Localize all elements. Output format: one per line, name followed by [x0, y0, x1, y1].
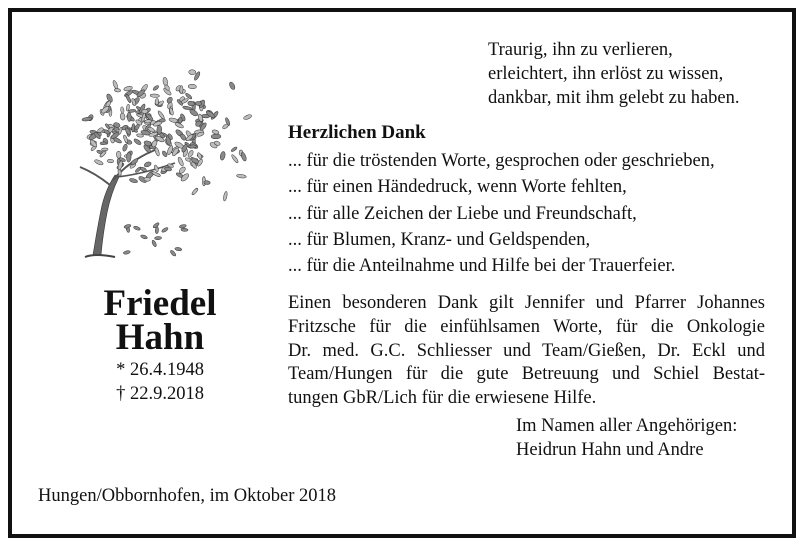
thanks-item: ... für die Anteilnahme und Hilfe bei der Trauerfeier.: [288, 256, 676, 277]
leaf-shape: [100, 142, 106, 145]
thanks-item: ... für die tröstenden Worte, gesprochen oder geschrieben,: [288, 151, 715, 171]
leaf-shape: [120, 107, 124, 114]
special-thanks-paragraph: [288, 292, 765, 411]
leaf-shape: [144, 177, 151, 181]
leaf-shape: [120, 113, 126, 121]
leaf-shape: [133, 138, 142, 146]
leaf-shape: [122, 144, 128, 152]
leaf-shape: [182, 105, 192, 110]
thanks-list: [288, 148, 715, 279]
leaf-shape: [178, 117, 182, 123]
leaf-shape: [166, 96, 174, 104]
leaf-shape: [231, 146, 238, 152]
leaf-shape: [133, 225, 141, 231]
paragraph-line: Einen besonderen Dank gilt Jennifer und Pfarrer Johannes: [288, 293, 765, 313]
leaf-shape: [223, 191, 228, 201]
death-date: † 22.9.2018: [116, 384, 204, 404]
leaf-shape: [212, 129, 220, 135]
signature-line: Heidrun Hahn und Andre: [516, 440, 704, 460]
thanks-item: ... für einen Händedruck, wenn Worte fehlten,: [288, 177, 627, 198]
leaf-shape: [169, 107, 174, 115]
leaf-shape: [195, 101, 202, 106]
leaf-shape: [157, 125, 162, 134]
leaf-shape: [102, 148, 109, 151]
leaf-shape: [157, 110, 165, 120]
thanks-item: ... für alle Zeichen der Liebe und Freundschaft,: [288, 203, 637, 224]
thanks-heading: Herzlichen Dank: [288, 122, 426, 143]
leaf-shape: [151, 171, 161, 178]
deceased-first-name: Friedel: [103, 283, 217, 324]
leaf-shape: [116, 151, 121, 158]
signature-block: [516, 414, 737, 462]
leaf-shape: [188, 84, 196, 89]
paragraph-line: Fritzsche für die einfühlsamen Worte, für die Onkologie: [288, 316, 765, 337]
leaf-shape: [243, 114, 252, 121]
paragraph-line: tungen GbR/Lich für die erwiesene Hilfe.: [288, 388, 597, 409]
leaf-shape: [228, 81, 236, 90]
memorial-motto: [488, 38, 740, 110]
leaf-shape: [180, 86, 183, 94]
leaf-shape: [114, 88, 121, 92]
leaf-shape: [189, 70, 196, 75]
leaf-shape: [107, 159, 114, 163]
leaf-shape: [124, 224, 132, 229]
leaf-shape: [150, 94, 160, 98]
leaf-shape: [236, 174, 246, 179]
wind-blown-tree-icon: [55, 55, 255, 265]
place-and-date: Hungen/Obbornhofen, im Oktober 2018: [38, 486, 337, 506]
leaf-shape: [123, 250, 131, 255]
leaf-shape: [189, 145, 197, 149]
leaf-shape: [175, 247, 182, 251]
motto-line: erleichtert, ihn erlöst zu wissen,: [488, 64, 724, 84]
leaf-shape: [240, 152, 247, 162]
leaf-shape: [219, 151, 225, 161]
leaf-shape: [170, 250, 177, 257]
paragraph-line: Team/Hungen für die gute Betreuung und Schiel Bestat-: [288, 364, 765, 385]
leaf-shape: [127, 112, 131, 122]
leaf-shape: [161, 227, 169, 233]
leaf-shape: [129, 178, 138, 184]
signature-line: Im Namen aller Angehörigen:: [516, 416, 738, 436]
leaf-shape: [126, 152, 131, 162]
leaf-shape: [94, 159, 104, 166]
leaf-shape: [179, 224, 187, 229]
leaf-shape: [140, 234, 148, 239]
leaf-shape: [112, 80, 119, 90]
leaf-shape: [161, 150, 168, 157]
leaf-shape: [204, 180, 211, 184]
leaf-shape: [152, 85, 159, 92]
motto-line: dankbar, mit ihm gelebt zu haben.: [488, 88, 740, 108]
motto-line: Traurig, ihn zu verlieren,: [488, 40, 673, 60]
leaf-shape: [162, 77, 168, 86]
thanks-item: ... für Blumen, Kranz- und Geldspenden,: [288, 229, 591, 250]
deceased-last-name: Hahn: [115, 317, 205, 358]
leaf-shape: [231, 154, 239, 164]
leaf-shape: [177, 156, 184, 166]
leaf-shape: [155, 98, 159, 105]
leaf-shape: [151, 240, 157, 248]
birth-date: * 26.4.1948: [116, 360, 204, 380]
leaf-shape: [145, 119, 152, 123]
leaf-shape: [191, 187, 199, 195]
leaf-shape: [142, 109, 148, 113]
leaf-shape: [197, 152, 203, 159]
leaf-shape: [154, 236, 161, 240]
leaf-shape: [144, 161, 152, 168]
leaf-shape: [159, 119, 165, 123]
leaf-shape: [211, 134, 221, 139]
paragraph-line: Dr. med. G.C. Schliesser und Team/Gießen, Dr. Eckl und: [288, 340, 765, 361]
leaf-shape: [181, 228, 188, 232]
